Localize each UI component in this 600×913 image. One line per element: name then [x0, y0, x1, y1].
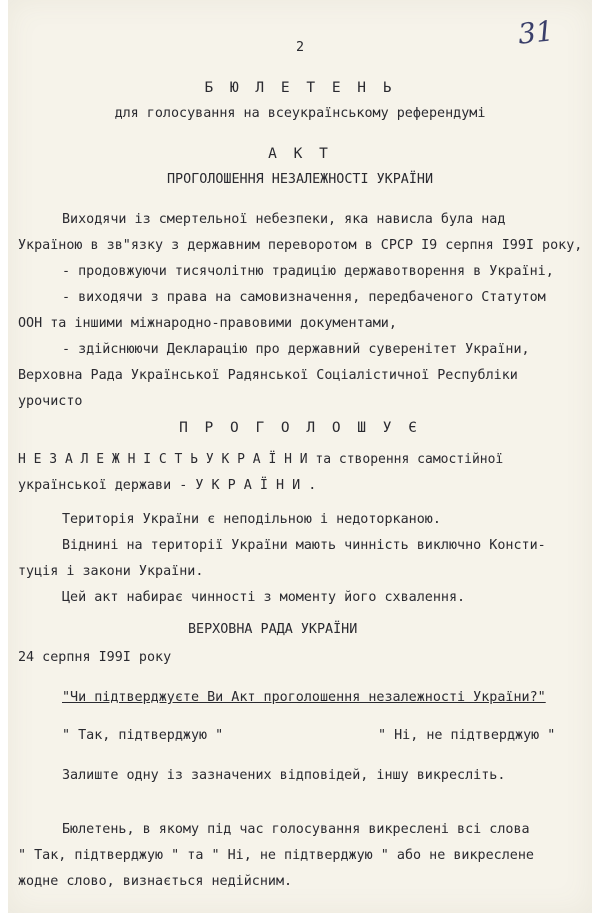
document-page	[8, 0, 592, 913]
body-line-4: - виходячи з права на самовизначення, передбаченого Статутом	[62, 290, 546, 305]
archive-number: 31	[516, 14, 556, 51]
independence-line-1: Н Е З А Л Е Ж Н І С Т Ь У К Р А Ї Н И та створення самостійної	[18, 452, 504, 467]
territory-line-1: Територія України є неподільною і недоторканою.	[62, 512, 441, 527]
body-line-6: - здійснюючи Декларацію про державний суверенітет України,	[62, 342, 530, 357]
answer-no: " Ні, не підтверджую "	[378, 728, 556, 743]
instruction: Залиште одну із зазначених відповідей, іншу викресліть.	[62, 768, 506, 783]
proclaims-heading: П Р О Г О Л О Ш У Є	[179, 420, 421, 436]
invalid-note-line-2: " Так, підтверджую " та " Ні, не підтверджую " або не викреслене	[18, 848, 534, 863]
act-subtitle: ПРОГОЛОШЕННЯ НЕЗАЛЕЖНОСТІ УКРАЇНИ	[166, 172, 434, 187]
body-line-2: Україною в зв"язку з державним переворотом в СРСР I9 серпня I99I року,	[18, 238, 583, 253]
territory-line-4: Цей акт набирає чинності з моменту його схвалення.	[62, 590, 466, 605]
referendum-question: "Чи підтверджуєте Ви Акт проголошення незалежності України?"	[62, 690, 546, 705]
body-line-3: - продовжуючи тисячолітню традицію державотворення в Україні,	[62, 264, 554, 279]
independence-line-2: української держави - У К Р А Ї Н И .	[18, 478, 317, 493]
invalid-note-line-3: жодне слово, визнається недійсним.	[18, 874, 293, 889]
act-title: А К Т	[268, 146, 332, 162]
page-number: 2	[295, 40, 305, 55]
territory-line-3: туція і закони України.	[18, 564, 204, 579]
date: 24 серпня I99I року	[18, 650, 172, 665]
invalid-note-line-1: Бюлетень, в якому під час голосування викреслені всі слова	[62, 822, 530, 837]
body-line-7: Верховна Рада Української Радянської Соціалістичної Республіки	[18, 368, 518, 383]
ballot-subtitle: для голосування на всеукраїнському референдумі	[114, 106, 486, 121]
ballot-title: Б Ю Л Е Т Е Н Ь	[204, 80, 396, 96]
body-line-8: урочисто	[18, 394, 83, 409]
body-line-5: ООН та іншими міжнародно-правовими документами,	[18, 316, 397, 331]
answer-yes: " Так, підтверджую "	[62, 728, 224, 743]
body-line-1: Виходячи із смертельної небезпеки, яка нависла була над	[62, 212, 506, 227]
territory-line-2: Віднині на території України мають чинність виключно Консти-	[62, 538, 546, 553]
signature: ВЕРХОВНА РАДА УКРАЇНИ	[188, 622, 358, 637]
